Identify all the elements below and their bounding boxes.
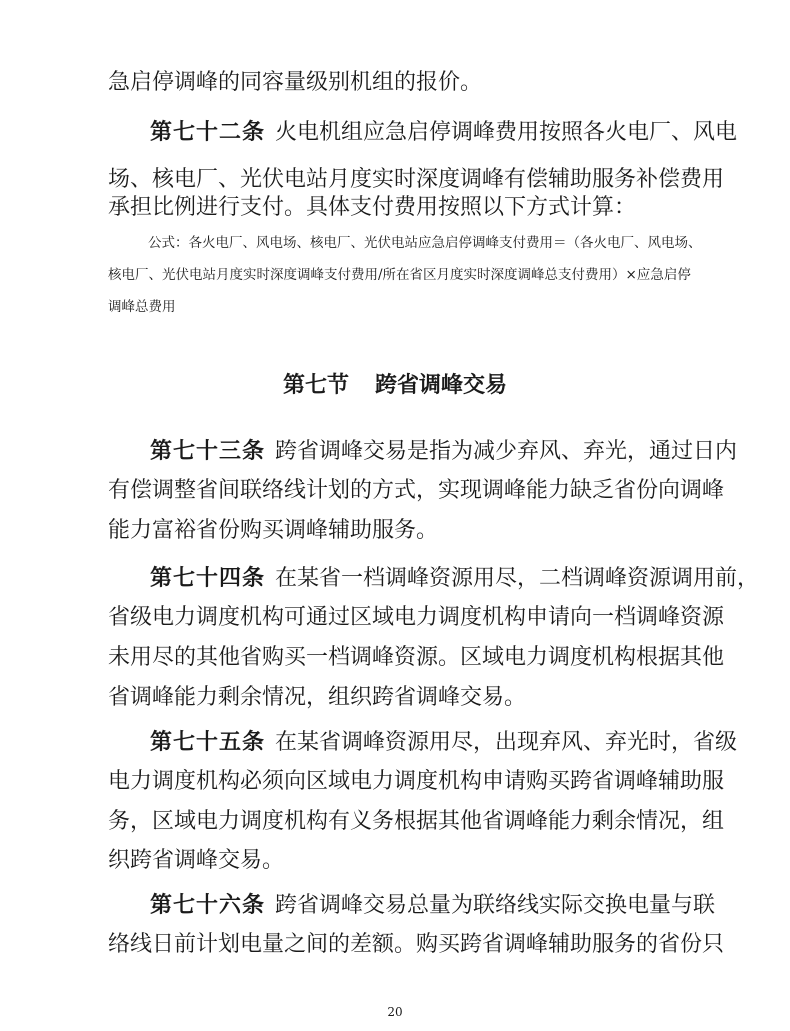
text-line: 务，区域电力调度机构有义务根据其他省调峰能力剩余情况，组: [108, 809, 725, 834]
text-line: 在某省调峰资源用尽，出现弃风、弃光时，省级: [275, 730, 738, 755]
article-76-line-1: [150, 890, 716, 921]
text-line: 电力调度机构必须向区域电力调度机构申请购买跨省调峰辅助服: [108, 769, 725, 794]
text-line: 火电机组应急启停调峰费用按照各火电厂、风电: [275, 120, 738, 145]
article-75-line-1: [150, 727, 738, 758]
text-line: 未用尽的其他省购买一档调峰资源。区域电力调度机构根据其他: [108, 645, 725, 670]
article-74-line-1: [150, 563, 760, 594]
text-line: 能力富裕省份购买调峰辅助服务。: [108, 518, 439, 543]
text-line: 在某省一档调峰资源用尽，二档调峰资源调用前，: [275, 566, 760, 591]
article-72-line-3: [108, 193, 704, 223]
article-75-label: 第七十五条: [150, 729, 266, 755]
article-74-line-4: [108, 683, 704, 713]
article-74-label: 第七十四条: [150, 565, 266, 591]
text-line: 省级电力调度机构可通过区域电力调度机构申请向一档调峰资源: [108, 605, 725, 630]
article-76-label: 第七十六条: [150, 892, 266, 918]
formula-line-1: [148, 233, 702, 253]
article-73-line-2: [108, 476, 725, 506]
text-line: 省调峰能力剩余情况，组织跨省调峰交易。: [108, 685, 527, 710]
article-73-line-1: [150, 436, 738, 467]
text-line: 核电厂、光伏电站月度实时深度调峰支付费用/所在省区月度实时深度调峰总支付费用）×应急启停: [108, 267, 691, 283]
text-line: 公式：各火电厂、风电场、核电厂、光伏电站应急启停调峰支付费用＝（各火电厂、风电场、: [148, 235, 702, 251]
article-72-label: 第七十二条: [150, 119, 266, 145]
article-72-line-2: [108, 165, 725, 195]
article-74-line-3: [108, 643, 725, 673]
formula-line-2: [108, 265, 690, 285]
formula-line-3: [108, 297, 690, 317]
text-line: 络线日前计划电量之间的差额。购买跨省调峰辅助服务的省份只: [108, 932, 725, 957]
section-number: 第七节: [282, 372, 349, 398]
section-heading: [0, 368, 790, 402]
article-75-line-3: [108, 807, 725, 837]
paragraph-continuation: [108, 68, 704, 98]
text-line: 有偿调整省间联络线计划的方式，实现调峰能力缺乏省份向调峰: [108, 478, 725, 503]
page-number: 20: [387, 1005, 403, 1019]
article-73-line-3: [108, 516, 704, 546]
text-line: 调峰总费用: [108, 299, 176, 315]
text-line: 跨省调峰交易是指为减少弃风、弃光，通过日内: [275, 439, 738, 464]
text-line: 承担比例进行支付。具体支付费用按照以下方式计算：: [108, 195, 637, 220]
article-76-line-2: [108, 930, 725, 960]
article-72-line-1: [150, 117, 738, 148]
article-75-line-2: [108, 767, 725, 797]
section-title: 跨省调峰交易: [375, 372, 508, 398]
text-line: 织跨省调峰交易。: [108, 848, 285, 873]
article-73-label: 第七十三条: [150, 438, 266, 464]
article-75-line-4: [108, 846, 704, 876]
article-74-line-2: [108, 603, 725, 633]
text-line: 急启停调峰的同容量级别机组的报价。: [108, 70, 483, 95]
text-line: 场、核电厂、光伏电站月度实时深度调峰有偿辅助服务补偿费用: [108, 167, 725, 192]
text-line: 跨省调峰交易总量为联络线实际交换电量与联: [275, 893, 716, 918]
